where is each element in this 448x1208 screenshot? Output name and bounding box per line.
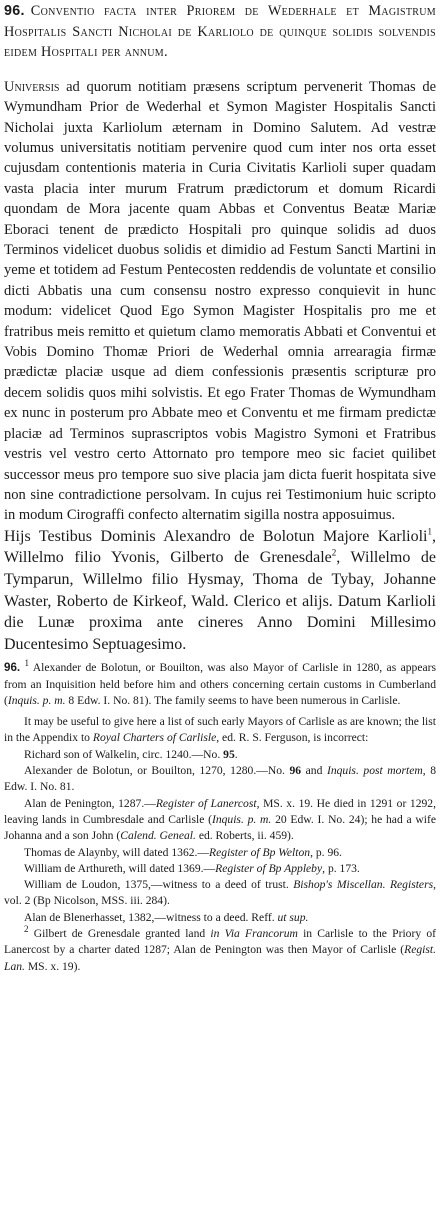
footnote-2-text-end: MS. x. 19). [24, 959, 81, 973]
mayor-entry-citation: Register of Lanercost [155, 796, 257, 810]
footnote-marker-1: 1 [24, 658, 30, 669]
charter-text: ad quorum notitiam præsens scriptum pervenerit Thomas de Wymundham Prior de Wederhal et Symon Magister Hospitalis Sancti Nicholai juxta Karliolum æternam in Domino Salutem. Ad vestræ volumus universitatis notitiam pervenire quod cum inter nos orta esset cujusdam contentionis materia in Curia Civitatis Karlioli super quadam vasta placia inter murum Fratrum prædictorum et domum Ricardi quondam de Mora jacente quam Abbas et Conventus Beatæ Mariæ Eboraci tenent de prædicto Hospitali pro quinque solidis ad duos Terminos videlicet duobus solidis et dimidio ad Festum Sancti Martini in yeme et totidem ad Festum Pentecosten reddendis de voluntate et consilio dicti Abbatis una cum consensu nostro expresso conquievit in hunc modum: videlicet Quod Ego Symon Magister Hospitalis pro me et fratribus meis remitto et quietum clamo memoratis Abbati et Conventui et Vobis Domino Thomæ Priori de Wederhal omnia arrearagia firmæ prædictæ placiæ usque ad diem confessionis præsentis scripturæ pro decem solidis quos mihi solvistis. Et ego Frater Thomas de Wymundham ex nunc in posterum pro Abbate meo et Conventu et me firmam predictæ placiæ ad Terminos suprascriptos vobis Magistro Symoni et Fratribus vestris vel vestro certo Attornato pro tempore meo sic faciet quilibet successor meus pro tempore suo sive placia jam dicta fuerit hospitata sive non sine contradictione persolvam. In cujus rei Testimonium huic scripto in modum Cirograffi confecto alternatim sigilla nostra apposuimus. [4, 78, 437, 524]
witness-text-3: , Willelmo de Tymparun, Willelmo filio Hysmay, Thoma de Tybay, Johanne Waster, Roberto de Kirkeof, Wald. Clerico et alijs. Datum Karlioli die Lunæ proxima ante cineres Anno Domini Millesimo Ducentesimo Septuagesimo. [4, 549, 436, 653]
mayor-entry [4, 910, 436, 926]
footnote-marker-2: 2 [24, 924, 29, 935]
footnote-2-text: Gilbert de Grenesdale granted land [28, 927, 211, 941]
mayors-intro [4, 714, 436, 747]
mayor-entry-text-end: ed. Roberts, ii. 459). [195, 829, 294, 843]
footnote-ref-1[interactable]: 1 [427, 526, 432, 537]
charter-first-word: Universis [4, 78, 60, 95]
footnote-2-citation: Regist. Lan. [4, 943, 436, 973]
mayor-entry-text: Alexander de Bolotun, or Bouilton, 1270, 1280.—No. [24, 764, 290, 778]
mayor-entry-citation: Bishop's Miscellan. Registers [293, 878, 434, 892]
mayor-entry-citation: Inquis. post mortem [326, 764, 423, 778]
footnote-charter-number: 96. [4, 661, 21, 675]
mayor-entry-text: Thomas de Alaynby, will dated 1362.— [24, 845, 210, 859]
mayor-entry-text-end: . [234, 747, 238, 761]
mayor-entry-text: Richard son of Walkelin, circ. 1240.—No. [24, 747, 224, 761]
mayor-entry-text-end: , p. 96. [310, 845, 342, 859]
footnote-2-text: in Carlisle to the Priory of Lanercost by a charter dated 1287; Alan de Penington was then Mayor of Carlisle ( [4, 927, 437, 957]
mayor-entry [4, 861, 436, 877]
mayors-intro-citation: Royal Charters of Carlisle [92, 731, 217, 745]
charter-title: Conventio facta inter Priorem de Wederhale et Magistrum Hospitalis Sancti Nicholai de Karliolo de quinque solidis solvendis eidem Hospitali per annum. [4, 3, 436, 61]
footnote-ref-2[interactable]: 2 [331, 547, 337, 558]
witness-clause [4, 526, 436, 656]
footnote-1-citation: Inquis. p. m. [7, 693, 66, 707]
mayor-entry-citation: Calend. Geneal. [120, 829, 196, 843]
mayor-entry-text: Alan de Blenerhasset, 1382,—witness to a deed. Reff. [24, 910, 278, 924]
mayor-entry-text-end: , vol. 2 (Bp Nicolson, MSS. iii. 284). [4, 878, 436, 908]
charter-number: 96. [4, 3, 25, 19]
footnote-1 [4, 660, 436, 709]
charter-ref-number: 96 [289, 764, 302, 778]
mayor-entry-text: Alan de Penington, 1287.— [24, 796, 156, 810]
mayor-entry [4, 877, 436, 910]
mayor-entry-text: William de Loudon, 1375,—witness to a deed of trust. [24, 878, 294, 892]
mayor-entry [4, 796, 436, 845]
mayor-entry [4, 763, 436, 796]
mayor-entry-citation: Inquis. p. m. [211, 812, 272, 826]
mayor-entry-text: and [301, 764, 327, 778]
charter-heading [4, 1, 436, 63]
witness-text-1: Hijs Testibus Dominis Alexandro de Bolotun Majore Karlioli [4, 527, 428, 545]
mayors-intro-text: It may be useful to give here a list of such early Mayors of Carlisle as are known; the list in the Appendix to [4, 715, 436, 745]
charter-body [4, 77, 436, 526]
mayor-entry-text-end: , p. 173. [322, 861, 360, 875]
footnotes [4, 660, 436, 975]
charter-ref-number: 95 [223, 747, 235, 761]
mayor-entry-text: , MS. x. 19. He died in 1291 or 1292, leaving lands in Cumbresdale and Carlisle ( [4, 796, 436, 826]
mayor-entry-citation: ut sup. [277, 910, 309, 924]
witness-text-2: , Willelmo filio Yvonis, Gilberto de Grenesdale [4, 527, 436, 567]
mayor-entry-text-end: , 8 Edw. I. No. 81. [4, 764, 437, 794]
mayor-entry-text: 20 Edw. I. No. 24); he had a wife Johanna and a son John ( [4, 812, 436, 843]
mayor-entry-citation: Register of Bp Welton [209, 845, 311, 859]
mayor-entry [4, 747, 436, 763]
mayor-entry [4, 845, 436, 861]
footnote-1-text-end: 8 Edw. I. No. 81). The family seems to have been numerous in Carlisle. [65, 693, 401, 707]
mayor-entry-citation: Register of Bp Appleby [215, 861, 323, 875]
footnote-1-text: Alexander de Bolotun, or Bouilton, was also Mayor of Carlisle in 1280, as appears from an Inquisition held before him and others concerning certain customs in Cumberland ( [4, 661, 437, 707]
footnote-2-citation: in Via Francorum [210, 927, 298, 941]
mayor-entry-text: William de Arthureth, will dated 1369.— [24, 861, 216, 875]
mayors-intro-text-end: , ed. R. S. Ferguson, is incorrect: [216, 731, 369, 745]
footnote-2 [4, 926, 436, 975]
